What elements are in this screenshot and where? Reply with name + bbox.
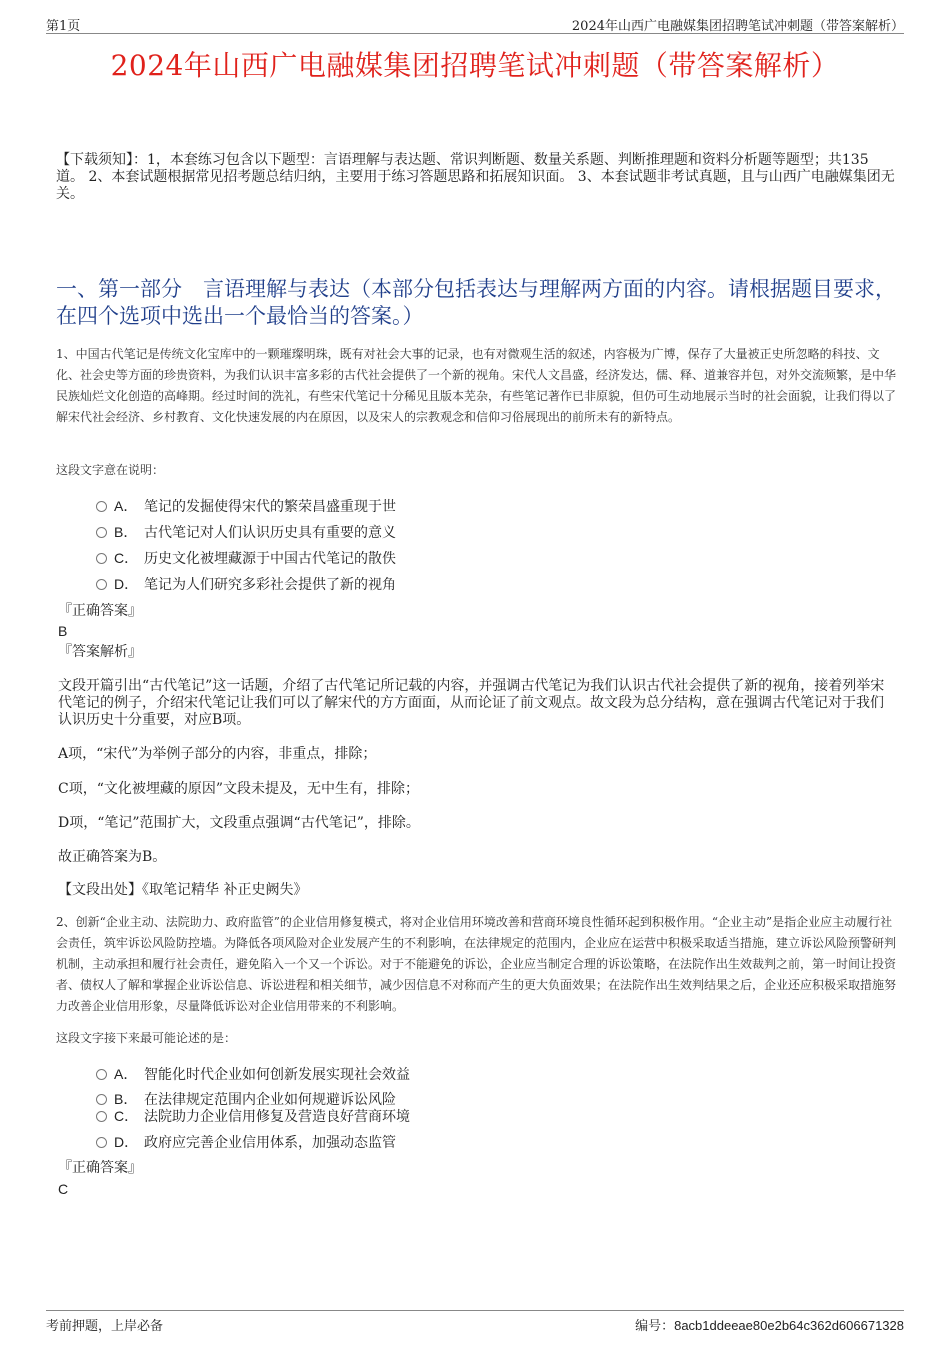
download-notice: 【下载须知】：1，本套练习包含以下题型：言语理解与表达题、常识判断题、数量关系题、判断推理题和资料分析题等题型；共135道。 2、本套试题根据常见招考题总结归纳，主要用于练习答题思路和拓展知识面。 3、本套试题非考试真题，且与山西广电融媒集团无关。	[56, 152, 895, 202]
section-heading: 一、第一部分 言语理解与表达（本部分包括表达与理解两方面的内容。请根据题目要求，在四个选项中选出一个最恰当的答案。）	[56, 277, 896, 328]
q1-analysis: 文段开篇引出“古代笔记”这一话题，介绍了古代笔记所记载的内容，并强调古代笔记为我们认识古代社会提供了新的视角，接着列举宋代笔记的例子，介绍宋代笔记让我们可以了解宋代的方方面面，从而论证了前文观点。故文段为总分结构，意在强调古代笔记对于我们认识历史十分重要，对应B项。	[58, 678, 885, 728]
q2-option-a[interactable]: A． 智能化时代企业如何创新发展实现社会效益	[96, 1065, 410, 1084]
radio-icon[interactable]	[96, 579, 107, 590]
radio-icon[interactable]	[96, 1069, 107, 1080]
radio-icon[interactable]	[96, 1111, 107, 1122]
page-title: 2024年山西广电融媒集团招聘笔试冲刺题（带答案解析）	[110, 49, 840, 82]
q2-option-b[interactable]: B． 在法律规定范围内企业如何规避诉讼风险	[96, 1090, 396, 1109]
page-number: 第1页	[46, 19, 81, 34]
radio-icon[interactable]	[96, 501, 107, 512]
header-doc-title: 2024年山西广电融媒集团招聘笔试冲刺题（带答案解析）	[571, 19, 904, 34]
question-2-stem: 这段文字接下来最可能论述的是：	[56, 1031, 237, 1045]
footer-divider	[46, 1310, 904, 1311]
question-1-stem: 这段文字意在说明：	[56, 463, 165, 477]
q1-answer: B	[58, 623, 68, 639]
q1-option-a[interactable]: A． 笔记的发掘使得宋代的繁荣昌盛重现于世	[96, 497, 396, 516]
q1-source: 【文段出处】《取笔记精华 补正史阙失》	[58, 882, 308, 898]
radio-icon[interactable]	[96, 1137, 107, 1148]
q1-note-c: C项，“文化被埋藏的原因”文段未提及，无中生有，排除；	[58, 781, 420, 797]
q2-answer: C	[58, 1181, 69, 1197]
q1-option-b[interactable]: B． 古代笔记对人们认识历史具有重要的意义	[96, 523, 396, 542]
q1-conclusion: 故正确答案为B。	[58, 849, 167, 865]
q1-option-c[interactable]: C． 历史文化被埋藏源于中国古代笔记的散佚	[96, 549, 396, 568]
q2-option-c[interactable]: C． 法院助力企业信用修复及营造良好营商环境	[96, 1107, 410, 1126]
question-1-text: 1、中国古代笔记是传统文化宝库中的一颗璀璨明珠，既有对社会大事的记录，也有对微观生活的叙述，内容极为广博，保存了大量被正史所忽略的科技、文化、社会史等方面的珍贵资料，为我们认识丰富多彩的古代社会提供了一个新的视角。宋代人文昌盛，经济发达，儒、释、道兼容并包，对外交流频繁，是中华民族灿烂文化创造的高峰期。经过时间的洗礼，有些宋代笔记十分稀见且版本芜杂，有些笔记著作已非原貌，但仍可生动地展示当时的社会面貌，让我们得以了解宋代社会经济、乡村教育、文化快速发展的内在原因，以及宋人的宗教观念和信仰习俗展现出的前所未有的新特点。	[56, 347, 897, 424]
q2-answer-label: 『正确答案』	[58, 1160, 142, 1176]
q1-analysis-label: 『答案解析』	[58, 644, 142, 660]
header-divider	[46, 33, 904, 34]
q2-option-d[interactable]: D． 政府应完善企业信用体系，加强动态监管	[96, 1133, 396, 1152]
footer-slogan: 考前押题，上岸必备	[46, 1319, 164, 1334]
footer-code: 编号：8acb1ddeeae80e2b64c362d606671328	[635, 1318, 904, 1334]
radio-icon[interactable]	[96, 527, 107, 538]
question-2-text: 2、创新“企业主动、法院助力、政府监管”的企业信用修复模式，将对企业信用环境改善和营商环境良性循环起到积极作用。“企业主动”是指企业应主动履行社会责任，筑牢诉讼风险防控墙。为降低各项风险对企业发展产生的不利影响，在法律规定的范围内，企业应在运营中积极采取适当措施，建立诉讼风险预警研判机制，主动承担和履行社会责任，避免陷入一个又一个诉讼。对于不能避免的诉讼，企业应当制定合理的诉讼策略，在法院作出生效裁判之前，第一时间让投资者、债权人了解和掌握企业诉讼信息、诉讼进程和相关细节，减少因信息不对称而产生的更大负面效果；在法院作出生效判结果之后，企业还应积极采取措施努力改善企业信用形象，尽量降低诉讼对企业信用带来的不利影响。	[56, 915, 897, 1013]
radio-icon[interactable]	[96, 1094, 107, 1105]
radio-icon[interactable]	[96, 553, 107, 564]
q1-answer-label: 『正确答案』	[58, 603, 142, 619]
q1-note-d: D项，“笔记”范围扩大，文段重点强调“古代笔记”，排除。	[58, 815, 420, 831]
q1-note-a: A项，“宋代”为举例子部分的内容，非重点，排除；	[58, 746, 377, 762]
q1-option-d[interactable]: D． 笔记为人们研究多彩社会提供了新的视角	[96, 575, 396, 594]
